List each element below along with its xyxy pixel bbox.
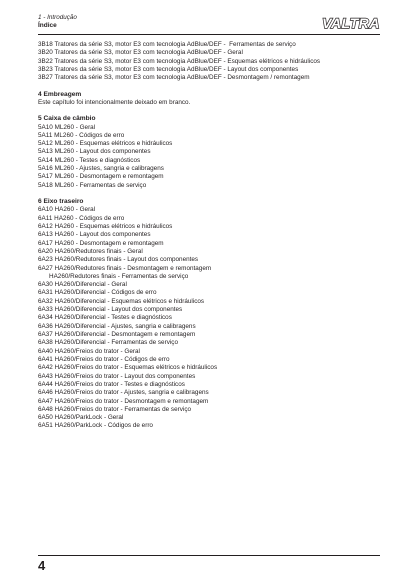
index-entry: 6A32 HA260/Diferencial - Esquemas elétricos e hidráulicos [38,297,205,305]
index-entry: HA260/Redutores finais - Ferramentas de serviço [49,272,189,280]
section-note: Este capítulo foi intencionalmente deixado em branco. [38,98,191,106]
section-eixo-traseiro [38,198,383,431]
index-entry: 6A36 HA260/Diferencial - Ajustes, sangria e calibragens [38,322,196,330]
header-rule [38,34,380,35]
index-entry: 3B18 Tratores da série S3, motor E3 com tecnologia AdBlue/DEF - Ferramentas de serviço [38,41,296,48]
index-entry: 6A43 HA260/Freios do trator - Layout dos componentes [38,372,196,380]
index-entry: 5A10 ML260 - Geral [38,123,96,131]
index-entry: 3B23 Tratores da série S3, motor E3 com tecnologia AdBlue/DEF - Layout dos componentes [38,65,299,73]
index-entry: 5A17 ML260 - Desmontagem e remontagem [38,173,164,181]
index-entry: 6A27 HA260/Redutores finais - Desmontagem e remontagem [38,264,212,272]
index-entry: 6A33 HA260/Diferencial - Layout dos componentes [38,306,183,314]
index-entry: 5A18 ML260 - Ferramentas de serviço [38,181,147,189]
valtra-logo [322,15,380,31]
index-entry: 6A30 HA260/Diferencial - Geral [38,281,127,289]
index-entry: 5A12 ML260 - Esquemas elétricos e hidráulicos [38,140,173,148]
index-entry: 6A50 HA260/ParkLock - Geral [38,414,124,422]
index-entry: 6A31 HA260/Diferencial - Códigos de erro [38,289,157,297]
index-entry: 6A12 HA260 - Esquemas elétricos e hidráulicos [38,222,173,230]
index-content [38,41,383,431]
svg-text:VALTRA: VALTRA [322,15,380,31]
index-entry: 6A23 HA260/Redutores finais - Layout dos componentes [38,256,199,264]
index-entry: 6A48 HA260/Freios do trator - Ferramentas de serviço [38,405,192,413]
index-entry: 5A16 ML260 - Ajustes, sangria e calibragens [38,165,164,173]
section-heading: 6 Eixo traseiro [38,198,84,205]
index-entry: 6A20 HA260/Redutores finais - Geral [38,247,143,255]
index-entry: 3B22 Tratores da série S3, motor E3 com tecnologia AdBlue/DEF - Esquemas elétricos e hidráulicos [38,57,321,65]
index-entry: 3B27 Tratores da série S3, motor E3 com tecnologia AdBlue/DEF - Desmontagem / remontagem [38,74,310,82]
index-entry: 5A13 ML260 - Layout dos componentes [38,148,151,156]
index-label: Índice [38,22,57,29]
index-entry: 6A11 HA260 - Códigos de erro [38,214,125,222]
chapter-label: 1 - Introdução [38,14,77,21]
index-entry: 6A47 HA260/Freios do trator - Desmontagem e remontagem [38,397,209,405]
index-entry: 6A17 HA260 - Desmontagem e remontagem [38,239,164,247]
index-entry: 6A34 HA260/Diferencial - Testes e diagnósticos [38,314,172,322]
index-entry: 6A10 HA260 - Geral [38,206,96,214]
index-entry: 6A44 HA260/Freios do trator - Testes e diagnósticos [38,380,185,388]
index-entry: 6A41 HA260/Freios do trator - Códigos de erro [38,355,170,363]
top-lines [38,41,383,83]
index-entry: 6A38 HA260/Diferencial - Ferramentas de serviço [38,339,178,347]
page-header [38,14,380,36]
index-entry: 5A11 ML260 - Códigos de erro [38,131,125,139]
footer-rule [38,555,380,556]
index-entry: 6A40 HA260/Freios do trator - Geral [38,347,140,355]
index-entry: 6A42 HA260/Freios do trator - Esquemas elétricos e hidráulicos [38,364,218,372]
index-entry: 6A13 HA260 - Layout dos componentes [38,231,151,239]
index-entry: 6A37 HA260/Diferencial - Desmontagem e remontagem [38,331,196,338]
section-heading: 4 Embreagem [38,90,82,98]
index-entry: 6A51 HA260/ParkLock - Códigos de erro [38,422,153,430]
index-entry: 3B20 Tratores da série S3, motor E3 com tecnologia AdBlue/DEF - Geral [38,49,243,57]
index-entry: 6A46 HA260/Freios do trator - Ajustes, sangria e calibragens [38,389,209,397]
page-number: 4 [38,558,46,573]
section-heading: 5 Caixa de câmbio [38,115,96,123]
index-entry: 5A14 ML260 - Testes e diagnósticos [38,156,141,164]
section-embreagem [38,91,383,108]
section-caixa-de-cambio [38,115,383,190]
